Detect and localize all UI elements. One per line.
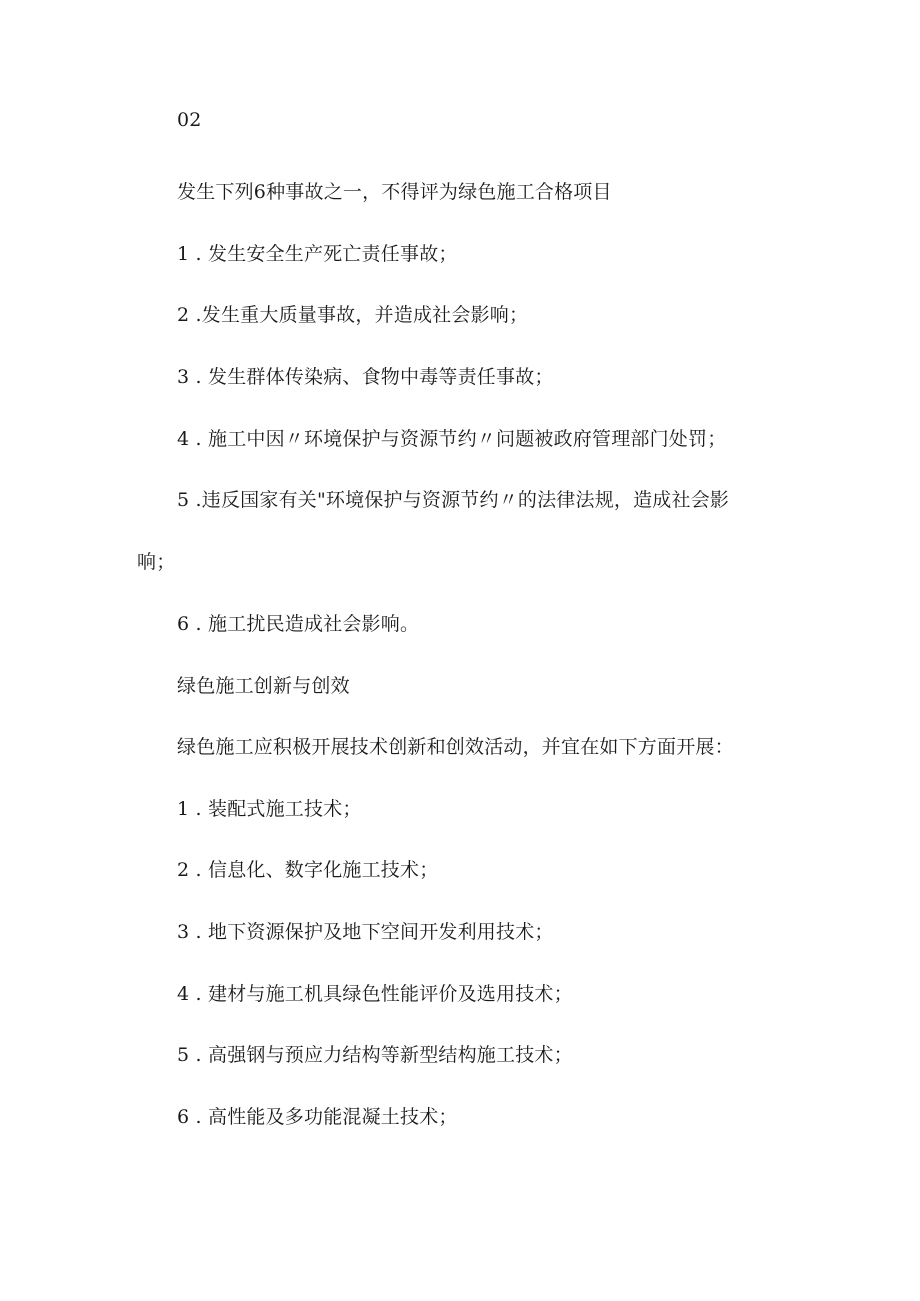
list-item: 2 .发生重大质量事故，并造成社会影响； [177,304,529,326]
list-item: 4 . 建材与施工机具绿色性能评价及选用技术； [177,983,573,1005]
list-item: 5 . 高强钢与预应力结构等新型结构施工技术； [177,1044,573,1066]
list-item: 5 .违反国家有关"环境保护与资源节约〃的法律法规，造成社会影 [177,489,730,511]
section1-heading: 发生下列6种事故之一，不得评为绿色施工合格项目 [177,181,612,203]
list-item: 6 . 施工扰民造成社会影响。 [177,613,420,635]
list-item: 3 . 发生群体传染病、食物中毒等责任事故； [177,366,554,388]
list-item: 1 . 发生安全生产死亡责任事故； [177,243,458,265]
section2-intro: 绿色施工应积极开展技术创新和创效活动，并宜在如下方面开展： [177,736,734,758]
page-number: 02 [177,109,202,131]
list-item: 4 . 施工中因〃环境保护与资源节约〃问题被政府管理部门处罚； [177,428,727,450]
list-item-continuation: 响； [137,551,176,573]
list-item: 3 . 地下资源保护及地下空间开发利用技术； [177,921,554,943]
section2-heading: 绿色施工创新与创效 [177,675,350,697]
list-item: 6 . 高性能及多功能混凝土技术； [177,1106,458,1128]
list-item: 2 . 信息化、数字化施工技术； [177,859,439,881]
list-item: 1 . 装配式施工技术； [177,798,362,820]
